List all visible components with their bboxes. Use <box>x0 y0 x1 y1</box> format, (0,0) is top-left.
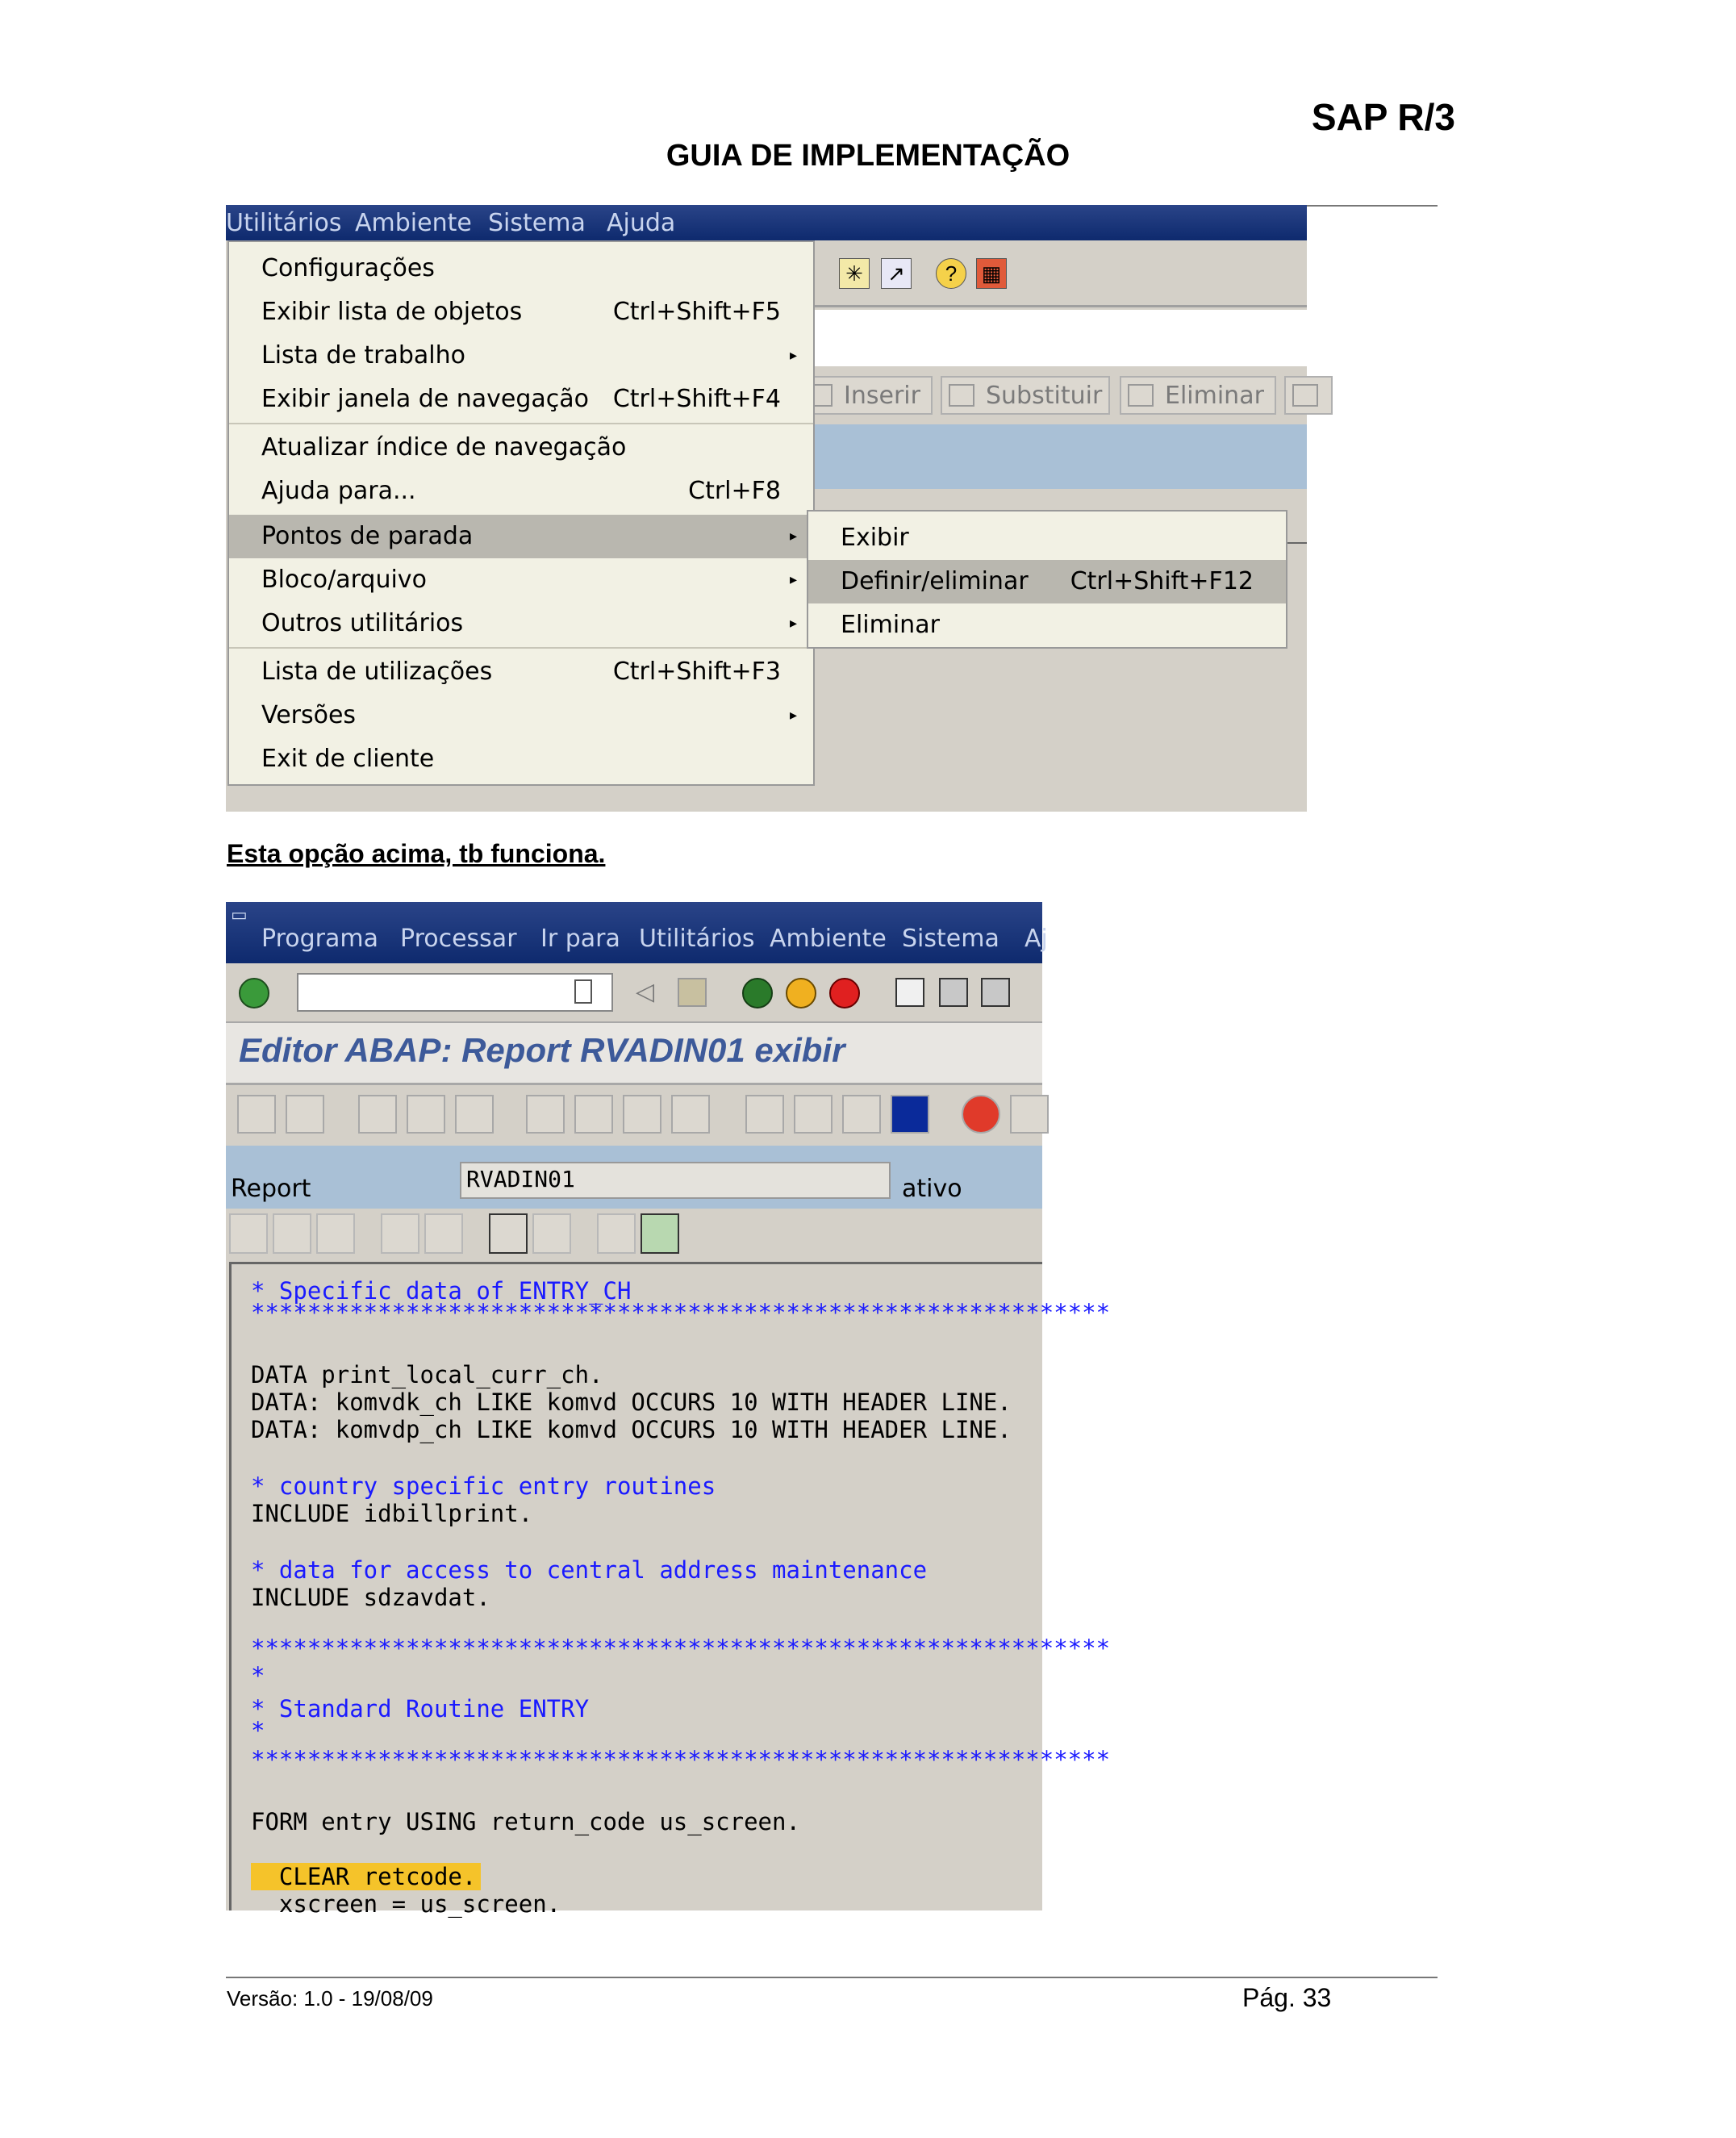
menu-bar <box>226 902 1048 963</box>
code-line: DATA: komvdp_ch LIKE komvd OCCURS 10 WITH HEADER LINE. <box>251 1416 1012 1443</box>
insert-button[interactable]: Inserir <box>799 376 933 415</box>
check-syntax-icon[interactable] <box>407 1095 445 1134</box>
caption: Esta opção acima, tb funciona. <box>227 839 606 868</box>
new-session-icon[interactable]: ✳ <box>839 258 870 289</box>
find-icon[interactable] <box>489 1213 528 1254</box>
report-field[interactable]: RVADIN01 <box>460 1162 891 1199</box>
info-icon[interactable] <box>891 1095 929 1134</box>
more-icon[interactable] <box>1010 1095 1049 1134</box>
system-toolbar <box>815 240 1307 307</box>
menu-ambiente[interactable]: Ambiente <box>355 209 472 237</box>
code-line: INCLUDE idbillprint. <box>251 1500 533 1527</box>
divider <box>1287 542 1307 544</box>
menu-separator <box>229 647 813 649</box>
command-history-icon[interactable] <box>574 979 592 1004</box>
redo-icon[interactable] <box>424 1213 463 1254</box>
menu-item-exit-cliente[interactable]: Exit de cliente <box>261 745 435 773</box>
menu-sistema[interactable]: Sistema <box>488 209 586 237</box>
layout-icon[interactable]: ▦ <box>976 258 1007 289</box>
code-line: xscreen = us_screen. <box>251 1890 561 1918</box>
code-line: ************************************************************* <box>251 1635 1111 1662</box>
code-line: * Specific data of ENTRY_CH <box>251 1277 632 1305</box>
menu-processar[interactable]: Processar <box>400 925 517 953</box>
menu-sistema[interactable]: Sistema <box>902 925 999 953</box>
menu-ajuda[interactable]: Aj <box>1024 925 1048 953</box>
submenu-arrow-icon: ▸ <box>789 528 797 545</box>
more-icon <box>1292 384 1318 407</box>
menu-programa[interactable]: Programa <box>261 925 378 953</box>
find-next-icon[interactable] <box>981 978 1010 1007</box>
activate-icon[interactable] <box>455 1095 494 1134</box>
cancel-icon[interactable] <box>829 978 860 1008</box>
test-icon[interactable] <box>623 1095 661 1134</box>
doc-title: GUIA DE IMPLEMENTAÇÃO <box>666 139 1070 173</box>
replace-icon <box>949 384 974 407</box>
breakpoints-submenu <box>807 510 1287 649</box>
button-row <box>815 366 1307 423</box>
menu-ir-para[interactable]: Ir para <box>540 925 620 953</box>
menu-item-ajuda-para[interactable]: Ajuda para... Ctrl+F8 <box>261 477 781 505</box>
menu-utilitarios[interactable]: Utilitários <box>226 209 342 237</box>
undo-icon[interactable] <box>381 1213 419 1254</box>
menu-item-janela-navegacao[interactable]: Exibir janela de navegação Ctrl+Shift+F4 <box>261 385 781 413</box>
next-object-icon[interactable] <box>286 1095 324 1134</box>
menu-utilitarios[interactable]: Utilitários <box>639 925 755 953</box>
report-status: ativo <box>902 1175 962 1203</box>
code-line: * <box>251 1717 265 1744</box>
breakpoint-icon[interactable] <box>574 1095 613 1134</box>
code-line-highlighted: CLEAR retcode. <box>251 1863 481 1890</box>
code-line: FORM entry USING return_code us_screen. <box>251 1808 800 1835</box>
navigate-icon[interactable] <box>671 1095 710 1134</box>
exit-icon[interactable] <box>786 978 816 1008</box>
code-line: DATA: komvdk_ch LIKE komvd OCCURS 10 WITH HEADER LINE. <box>251 1388 1012 1416</box>
window-icon: ▭ <box>231 905 248 925</box>
submenu-arrow-icon: ▸ <box>789 571 797 588</box>
where-used-icon[interactable] <box>526 1095 565 1134</box>
submenu-arrow-icon: ▸ <box>789 347 797 364</box>
code-line: * Standard Routine ENTRY <box>251 1695 590 1723</box>
menu-item-exibir-lista-objetos[interactable]: Exibir lista de objetos Ctrl+Shift+F5 <box>261 298 781 326</box>
footer-page: Pág. 33 <box>1242 1983 1332 2012</box>
menu-item-versoes[interactable]: Versões ▸ <box>229 694 813 737</box>
command-area <box>815 310 1307 366</box>
copy-icon[interactable] <box>273 1213 311 1254</box>
code-line: ************************************************************* <box>251 1746 1111 1773</box>
editor-toolbar <box>226 1209 1042 1259</box>
download-icon[interactable] <box>641 1213 679 1254</box>
previous-object-icon[interactable] <box>237 1095 276 1134</box>
stop-icon[interactable] <box>962 1095 1000 1134</box>
delete-icon <box>1128 384 1154 407</box>
code-line: * data for access to central address maintenance <box>251 1556 928 1584</box>
footer-rule <box>226 1977 1438 1978</box>
code-line: DATA print_local_curr_ch. <box>251 1361 603 1388</box>
menu-item-bloco-arquivo[interactable]: Bloco/arquivo ▸ <box>229 558 813 602</box>
system-toolbar <box>226 963 1042 1024</box>
menu-ajuda[interactable]: Ajuda <box>607 209 676 237</box>
pretty-printer-icon[interactable] <box>842 1095 881 1134</box>
delete-button[interactable]: Eliminar <box>1120 376 1276 415</box>
pattern-icon[interactable] <box>794 1095 833 1134</box>
more-button[interactable] <box>1284 376 1333 415</box>
menu-bar <box>226 205 1307 240</box>
menu-item-lista-utilizacoes[interactable]: Lista de utilizações Ctrl+Shift+F3 <box>261 658 781 686</box>
submenu-arrow-icon: ▸ <box>789 707 797 724</box>
upload-icon[interactable] <box>597 1213 636 1254</box>
menu-item-outros-utilitarios[interactable]: Outros utilitários ▸ <box>229 602 813 645</box>
find-next-icon[interactable] <box>532 1213 571 1254</box>
help-icon[interactable]: ? <box>936 258 966 289</box>
submenu-item-exibir[interactable]: Exibir <box>841 524 909 552</box>
back-icon[interactable] <box>742 978 773 1008</box>
screenshot-abap-editor <box>226 902 1111 1918</box>
screenshot-utilities-menu <box>226 205 1307 812</box>
menu-ambiente[interactable]: Ambiente <box>770 925 887 953</box>
code-editor[interactable] <box>229 1262 1111 1918</box>
submenu-item-definir-eliminar[interactable]: Definir/eliminar Ctrl+Shift+F12 <box>808 560 1286 603</box>
code-line: INCLUDE sdzavdat. <box>251 1584 490 1611</box>
find-icon[interactable] <box>939 978 968 1007</box>
menu-separator <box>229 423 813 424</box>
shortcut-icon[interactable]: ↗ <box>881 258 912 289</box>
hierarchy-icon[interactable] <box>745 1095 784 1134</box>
menu-item-pontos-parada[interactable]: Pontos de parada ▸ <box>229 515 813 558</box>
display-change-icon[interactable] <box>358 1095 397 1134</box>
submenu-item-eliminar[interactable]: Eliminar <box>841 611 940 639</box>
menu-item-lista-trabalho[interactable]: Lista de trabalho ▸ <box>229 334 813 378</box>
report-label: Report <box>231 1175 311 1203</box>
header-rule <box>1307 205 1438 207</box>
doc-brand: SAP R/3 <box>1311 96 1455 138</box>
paste-icon[interactable] <box>316 1213 355 1254</box>
replace-button[interactable]: Substituir <box>941 376 1110 415</box>
check-icon[interactable] <box>239 978 269 1008</box>
header-band <box>815 424 1307 489</box>
utilities-dropdown <box>227 240 815 786</box>
back-triangle-icon[interactable]: ◁ <box>636 979 655 1005</box>
code-line: * country specific entry routines <box>251 1472 716 1500</box>
submenu-arrow-icon: ▸ <box>789 615 797 632</box>
print-icon[interactable] <box>895 978 924 1007</box>
report-band <box>226 1146 1042 1209</box>
title-bar <box>226 1023 1042 1083</box>
code-line: * <box>251 1662 265 1689</box>
cut-icon[interactable] <box>229 1213 268 1254</box>
menu-item-atualizar-indice[interactable]: Atualizar índice de navegação <box>261 433 627 461</box>
page-title: Editor ABAP: Report RVADIN01 exibir <box>239 1031 845 1069</box>
code-line: ************************************************************* <box>251 1299 1111 1326</box>
save-icon[interactable] <box>678 978 707 1007</box>
command-field[interactable] <box>297 973 613 1012</box>
application-toolbar <box>226 1083 1042 1145</box>
menu-item-configuracoes[interactable]: Configurações <box>261 254 435 282</box>
footer-version: Versão: 1.0 - 19/08/09 <box>227 1986 433 2011</box>
